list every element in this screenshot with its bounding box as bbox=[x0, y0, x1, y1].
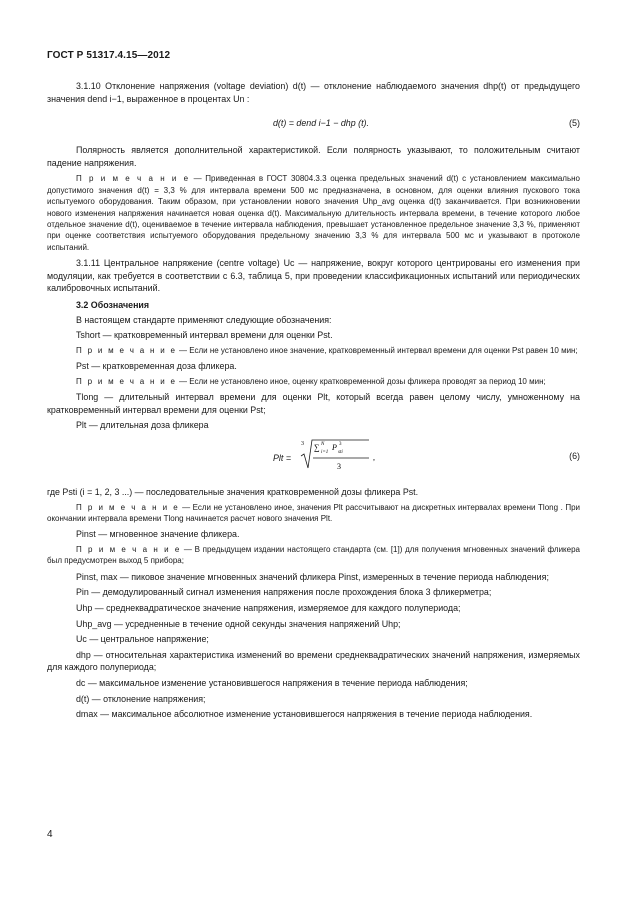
polarity-paragraph: Полярность является дополнительной характеристикой. Если полярность указывают, то положительным считают падение напряжения. bbox=[47, 145, 580, 168]
symbol-pst: Pst — кратковременная доза фликера. bbox=[76, 361, 237, 372]
note-label: П р и м е ч а н и е bbox=[76, 345, 177, 355]
note-text: — Если не установлено иное, значения Plt рассчитывают на дискретных интервалах времени Tlong . При окончании интервала времени Tlong начинается расчет нового значения Plt. bbox=[47, 502, 580, 523]
note-tshort bbox=[47, 345, 580, 356]
note-text: — Если не установлено иное, оценку кратковременной дозы фликера проводят за период 10 мин; bbox=[179, 376, 546, 386]
definition-3-1-10: 3.1.10 Отклонение напряжения (voltage deviation) d(t) — отклонение наблюдаемого значения dhp(t) от предыдущего значения dend i−1, выраженное в процентах Un : bbox=[47, 81, 580, 104]
svg-text:sti: sti bbox=[338, 449, 343, 455]
symbol-plt: Plt — длительная доза фликера bbox=[76, 420, 209, 431]
symbol-dhp: dhp — относительная характеристика изменений во времени среднеквадратических значений напряжения, измеряемых для каждого полупериода; bbox=[47, 649, 580, 673]
note-deviation bbox=[47, 173, 580, 253]
note-label: П р и м е ч а н и е bbox=[76, 544, 182, 554]
symbol-pinst-max: Pinst, max — пиковое значение мгновенных значений фликера Pinst, измеренных в течение периода наблюдения; bbox=[76, 571, 549, 582]
section-heading-3-2: 3.2 Обозначения bbox=[76, 300, 150, 310]
symbol-dmax: dmax — максимальное абсолютное изменение установившегося напряжения в течение периода наблюдения. bbox=[76, 709, 533, 720]
formula-5-number: (5) bbox=[569, 117, 580, 128]
symbols-intro: В настоящем стандарте применяют следующие обозначения: bbox=[76, 314, 332, 325]
symbol-uhp-avg: Uhp_avg — усредненные в течение одной секунды значения напряжений Uhp; bbox=[76, 618, 401, 629]
svg-text:3: 3 bbox=[337, 461, 341, 471]
svg-text:,: , bbox=[373, 452, 375, 462]
note-pinst bbox=[47, 544, 580, 567]
svg-text:P: P bbox=[332, 442, 337, 452]
note-pst bbox=[47, 376, 580, 387]
formula-5 bbox=[47, 109, 580, 137]
formula-6 bbox=[47, 436, 580, 482]
page-content bbox=[47, 80, 580, 724]
definition-3-1-11: 3.1.11 Центральное напряжение (centre voltage) Uc — напряжение, вокруг которого центрированы его изменения при модуляции, как требуется в соответствии с 6.3, таблица 5, при проведении классификационных испытаний или периодических калибровочных испытаний. bbox=[47, 258, 580, 294]
note-text: — Если не установлено иное значение, кратковременный интервал времени для оценки Pst равен 10 мин; bbox=[179, 345, 578, 355]
note-label: П р и м е ч а н и е bbox=[76, 376, 177, 386]
note-text: — В предыдущем издании настоящего стандарта (см. [1]) для получения мгновенных значений фликера был предусмотрен выход 5 прибора; bbox=[47, 544, 580, 566]
symbol-tshort: Tshort — кратковременный интервал времени для оценки Pst. bbox=[76, 330, 333, 341]
svg-text:i=1: i=1 bbox=[321, 449, 329, 455]
symbol-uhp: Uhp — среднеквадратическое значение напряжения, измеряемое для каждого полупериода; bbox=[76, 602, 461, 613]
note-text: — Приведенная в ГОСТ 30804.3.3 оценка предельных значений d(t) с установлением максимально допустимого значения d(t) = 3,3 % для интервала времени 500 мс предназначена, в основном, для оценки влияния пускового тока испытуемого оборудования. Таким образом, при установлении нового значения Uhp_avg оценка d(t) заканчивается. При возникновении нового изменения напряжения начинается новая оценка d(t). Максимальную длительность интервала времени, в течение которого любое отдельное значение d(t), оцениваемое в течение интервала наблюдения, превышает установленное предельное значение 3,3 %, применяют при оценке соответствия испытуемого оборудования предельному значению 3,3 % для интервала 500 мс и указывают в протоколе испытаний. bbox=[47, 174, 580, 252]
svg-text:N: N bbox=[321, 441, 325, 447]
symbol-dc: dc — максимальное изменение установившегося напряжения в течение периода наблюдения; bbox=[76, 677, 468, 688]
symbol-pin: Pin — демодулированный сигнал изменения напряжения после прохождения блока 3 фликерметра; bbox=[76, 587, 492, 598]
note-label: П р и м е ч а н и е bbox=[76, 174, 190, 184]
svg-text:3: 3 bbox=[301, 440, 304, 447]
svg-text:∑: ∑ bbox=[314, 442, 320, 452]
note-plt bbox=[47, 502, 580, 525]
formula-6-number: (6) bbox=[569, 450, 580, 461]
psti-explanation: где Psti (i = 1, 2, 3 ...) — последовательные значения кратковременной дозы фликера Pst. bbox=[47, 486, 419, 497]
symbol-uc: Uc — центральное напряжение; bbox=[76, 634, 209, 645]
svg-text:3: 3 bbox=[339, 441, 342, 447]
symbol-dt: d(t) — отклонение напряжения; bbox=[76, 693, 206, 704]
document-header: ГОСТ Р 51317.4.15—2012 bbox=[47, 50, 171, 61]
note-label: П р и м е ч а н и е bbox=[76, 502, 180, 512]
formula-5-expression: d(t) = dend i−1 − dhp (t). bbox=[273, 117, 369, 128]
formula-6-lhs: Plt = bbox=[273, 452, 292, 463]
symbol-pinst: Pinst — мгновенное значение фликера. bbox=[76, 529, 240, 540]
formula-6-radical bbox=[299, 436, 389, 482]
page-number: 4 bbox=[47, 829, 53, 840]
symbol-tlong: Tlong — длительный интервал времени для оценки Plt, который всегда равен целому числу, умноженному на кратковременный интервал времени для оценки Pst; bbox=[47, 392, 580, 415]
